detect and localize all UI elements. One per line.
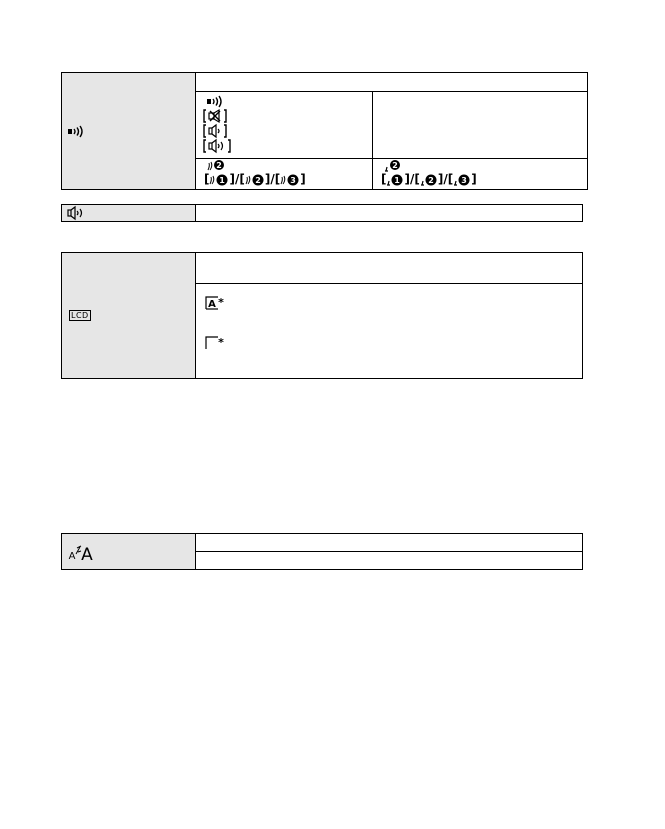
speaker-volume-icon: [68, 126, 86, 137]
svg-text:A: A: [81, 545, 93, 565]
beep-tone-options: [ 1 ]/[ 2 ]/[ 3 ]: [204, 172, 306, 186]
auto-brightness-icon: [205, 296, 225, 310]
shutter-tone-2-icon: [420, 174, 438, 186]
speaker-low-icon: [68, 207, 86, 219]
beep-tone-2-icon: [245, 174, 265, 186]
svg-text:*: *: [218, 296, 224, 309]
volume-table: [61, 204, 583, 222]
lcd-table: [61, 252, 583, 379]
beep-tone-3-icon: [280, 174, 300, 186]
svg-text:2: 2: [392, 161, 398, 170]
svg-text:2: 2: [428, 175, 434, 185]
shutter-tone-2-icon: [384, 160, 402, 172]
lcd-icon: LCD: [71, 311, 89, 320]
language-table: [61, 533, 583, 570]
svg-text:3: 3: [290, 175, 296, 185]
svg-text:3: 3: [461, 175, 467, 185]
beep-table: [61, 72, 588, 190]
language-icon: [68, 542, 94, 565]
svg-text:A: A: [208, 299, 216, 310]
beep-tone-1-icon: [209, 174, 229, 186]
svg-text:2: 2: [216, 161, 222, 170]
shutter-tone-3-icon: [453, 174, 471, 186]
speaker-volume-icon: [207, 96, 225, 107]
speaker-low-icon: [204, 125, 226, 137]
speaker-high-icon: [204, 140, 230, 152]
svg-text:1: 1: [219, 175, 226, 185]
manual-brightness-icon: [205, 336, 225, 350]
svg-text:*: *: [218, 336, 224, 349]
mute-icon: [204, 110, 226, 122]
svg-text:2: 2: [255, 175, 261, 185]
svg-text:1: 1: [394, 175, 401, 185]
shutter-tone-1-icon: [386, 174, 404, 186]
beep-tone-2-icon: [207, 160, 225, 172]
svg-text:A: A: [68, 551, 76, 562]
shutter-tone-options: [ 1 ]/[ 2 ]/[ 3 ]: [381, 172, 477, 186]
